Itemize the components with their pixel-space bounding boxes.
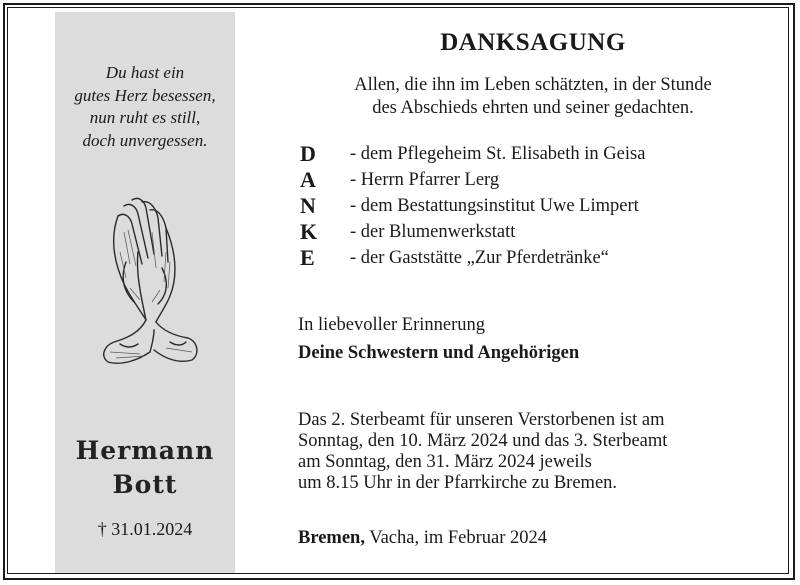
sidebar-panel [55,12,235,573]
deceased-first-name: Hermann [75,436,215,465]
mass-line: Sonntag, den 10. März 2024 und das 3. Sterbeamt [298,431,668,451]
family-signature: Deine Schwestern und Angehörigen [298,343,580,363]
place-date-line [298,528,547,549]
thanks-recipient: - Herrn Pfarrer Lerg [350,170,500,190]
thanks-recipient: - der Blumenwerkstatt [350,222,516,242]
place-rest: Vacha, im Februar 2024 [364,528,548,548]
thanks-recipient: - der Gaststätte „Zur Pferdetränke“ [350,248,609,268]
poem-line: doch unvergessen. [82,130,208,150]
mass-line: um 8.15 Uhr in der Pfarrkirche zu Bremen. [298,473,618,493]
deceased-last-name: Bott [112,470,178,499]
mass-line: Das 2. Sterbeamt für unseren Verstorbenen ist am [298,410,665,430]
poem [55,62,235,152]
memory-line: In liebevoller Erinnerung [298,315,485,335]
place-bold: Bremen, [298,528,365,548]
mass-announcement [298,410,667,494]
intro-line: Allen, die ihn im Leben schätzten, in der Stunde [354,75,712,95]
poem-line: nun ruht es still, [89,108,201,127]
poem-line: Du hast ein [105,63,185,82]
thanks-recipient: - dem Bestattungsinstitut Uwe Limpert [350,196,639,216]
praying-hands-icon [80,192,210,367]
thanks-letter: D [300,141,316,166]
intro-line: des Abschieds ehrten und seiner gedachten. [372,97,694,118]
thanks-letter: E [300,245,315,270]
thanks-letter: N [300,193,316,218]
thanks-letter: K [300,219,318,244]
intro-text [298,74,768,119]
death-date: † 31.01.2024 [97,519,193,539]
thanks-recipient: - dem Pflegeheim St. Elisabeth in Geisa [350,144,646,164]
mass-line: am Sonntag, den 31. März 2024 jeweils [298,452,592,472]
thanks-letter: A [300,167,316,192]
poem-line: gutes Herz besessen, [74,85,216,105]
page-title: DANKSAGUNG [440,29,626,56]
